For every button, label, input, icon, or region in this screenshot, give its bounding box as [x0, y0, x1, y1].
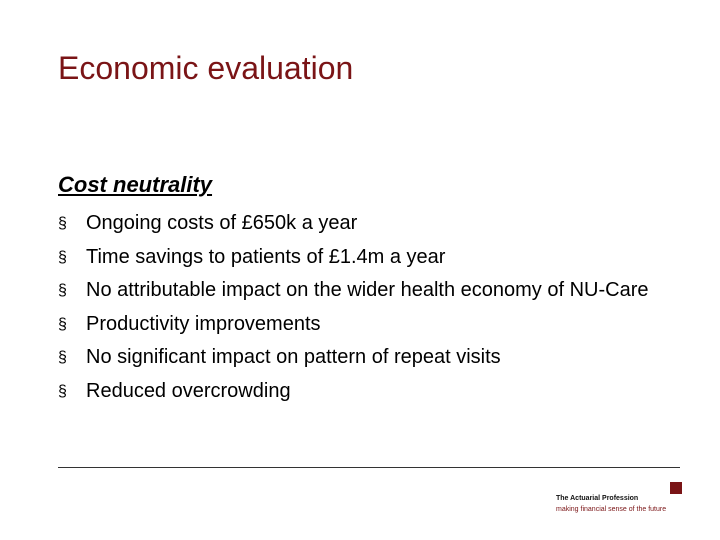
bullet-text: Reduced overcrowding — [86, 379, 291, 402]
bullet-marker-icon: § — [58, 382, 67, 400]
footer-divider — [58, 467, 680, 468]
section-heading: Cost neutrality — [58, 172, 213, 197]
bullet-marker-icon: § — [58, 215, 67, 232]
bullet-item — [58, 279, 698, 303]
bullet-text: Productivity improvements — [86, 312, 321, 335]
bullet-text: Ongoing costs of £650k a year — [86, 212, 358, 234]
bullet-text: Time savings to patients of £1.4m a year — [86, 245, 446, 268]
logo-tagline: making financial sense of the future — [556, 506, 667, 513]
bullet-list — [58, 212, 698, 413]
bullet-marker-icon: § — [58, 282, 67, 299]
bullet-text: No attributable impact on the wider health economy of NU-Care — [86, 279, 649, 301]
bullet-item — [58, 380, 698, 404]
bullet-text: No significant impact on pattern of repeat visits — [86, 346, 501, 368]
logo-name: The Actuarial Profession — [556, 495, 639, 502]
bullet-item — [58, 346, 698, 370]
logo-square-icon — [670, 482, 682, 494]
bullet-marker-icon: § — [58, 248, 67, 266]
bullet-marker-icon: § — [58, 349, 67, 366]
bullet-item — [58, 246, 698, 270]
slide-title: Economic evaluation — [58, 50, 354, 86]
bullet-item — [58, 212, 698, 236]
bullet-marker-icon: § — [58, 315, 67, 333]
actuarial-profession-logo — [556, 482, 684, 522]
bullet-item — [58, 313, 698, 337]
